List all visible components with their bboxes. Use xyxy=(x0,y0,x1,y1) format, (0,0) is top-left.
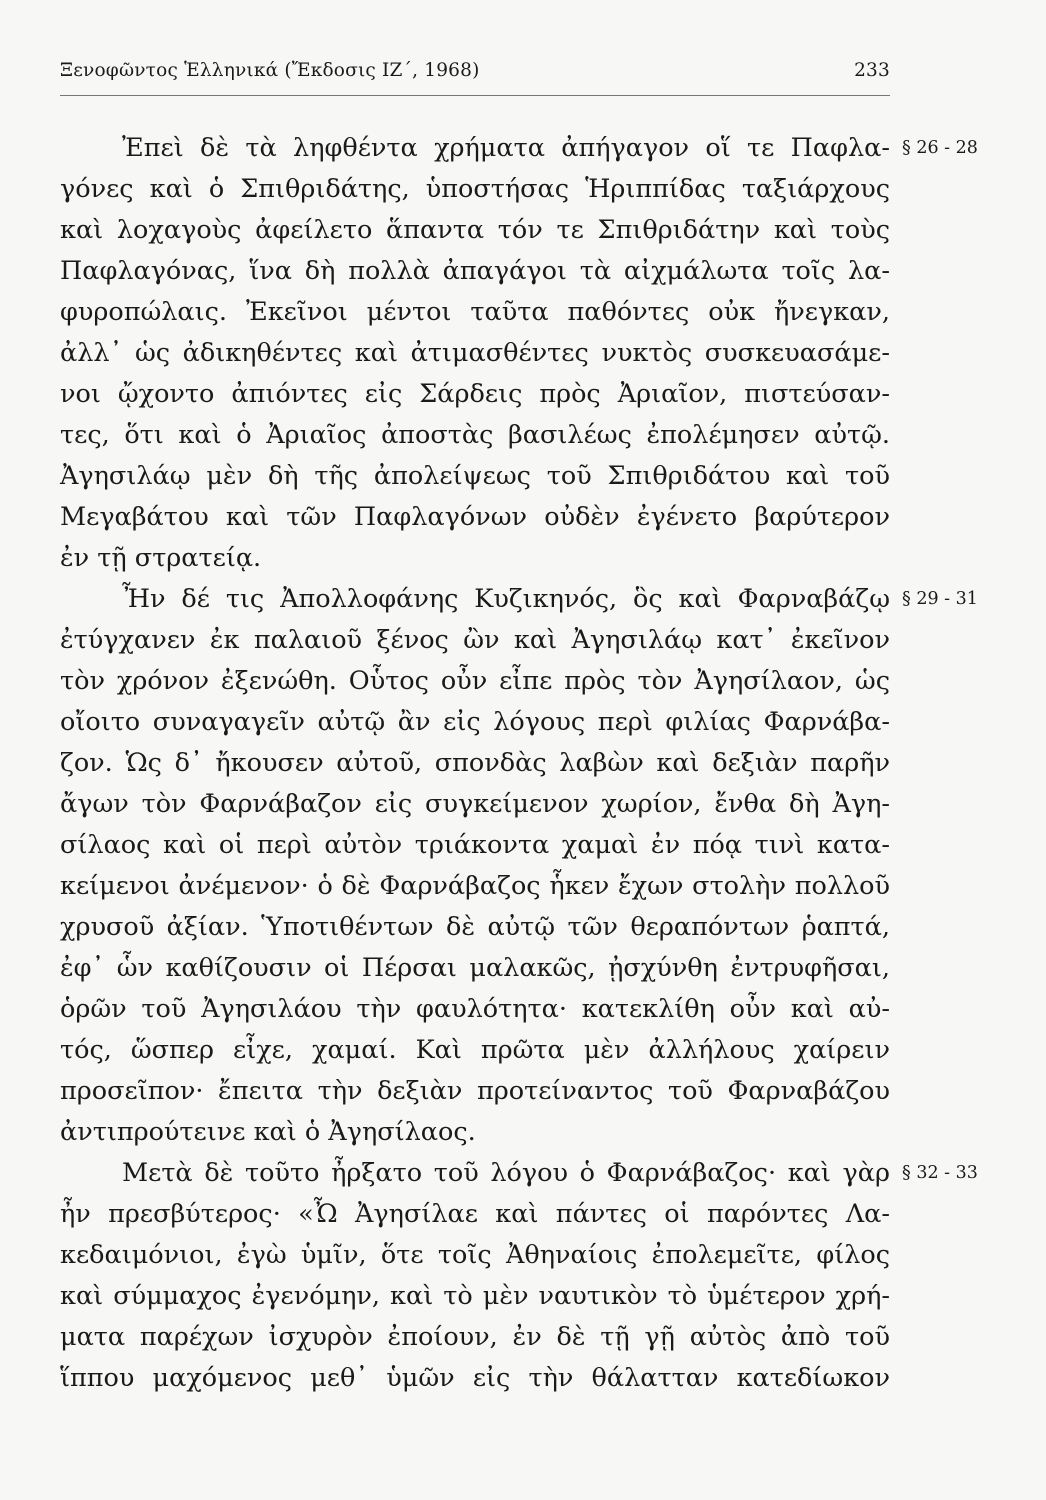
text-line: ὁρῶν τοῦ Ἀγησιλάου τὴν φαυλότητα· κατεκλίθη οὖν καὶ αὐ- xyxy=(60,994,890,1024)
text-line: τὸν χρόνον ἐξενώθη. Οὗτος οὖν εἶπε πρὸς τὸν Ἀγησίλαον, ὡς xyxy=(60,666,890,696)
text-line: καὶ σύμμαχος ἐγενόμην, καὶ τὸ μὲν ναυτικὸν τὸ ὑμέτερον χρή- xyxy=(60,1281,890,1311)
text-line: καὶ λοχαγοὺς ἀφείλετο ἅπαντα τόν τε Σπιθριδάτην καὶ τοὺς xyxy=(60,215,890,245)
running-title: Ξενοφῶντος Ἑλληνικά (Ἔκδοσις ΙΖ΄, 1968) xyxy=(60,60,480,81)
text-line: οἴοιτο συναγαγεῖν αὐτῷ ἂν εἰς λόγους περὶ φιλίας Φαρνάβα- xyxy=(60,707,890,737)
text-line: Ἐπεὶ δὲ τὰ ληφθέντα χρήματα ἀπήγαγον οἵ τε Παφλα- xyxy=(122,133,890,163)
text-line: χρυσοῦ ἀξίαν. Ὑποτιθέντων δὲ αὐτῷ τῶν θεραπόντων ῥαπτά, xyxy=(60,912,890,942)
text-line: κείμενοι ἀνέμενον· ὁ δὲ Φαρνάβαζος ἧκεν ἔχων στολὴν πολλοῦ xyxy=(60,871,890,901)
text-line: σίλαος καὶ οἱ περὶ αὐτὸν τριάκοντα χαμαὶ ἐν πόᾳ τινὶ κατα- xyxy=(60,830,890,860)
text-line: Παφλαγόνας, ἵνα δὴ πολλὰ ἀπαγάγοι τὰ αἰχμάλωτα τοῖς λα- xyxy=(60,256,890,286)
text-line: νοι ᾤχοντο ἀπιόντες εἰς Σάρδεις πρὸς Ἀριαῖον, πιστεύσαν- xyxy=(60,379,890,409)
text-line: κεδαιμόνιοι, ἐγὼ ὑμῖν, ὅτε τοῖς Ἀθηναίοις ἐπολεμεῖτε, φίλος xyxy=(60,1240,890,1270)
text-line: Ἦν δέ τις Ἀπολλοφάνης Κυζικηνός, ὃς καὶ Φαρναβάζῳ xyxy=(122,584,890,614)
section-marker: § 32 - 33 xyxy=(902,1163,978,1183)
text-line: ἀντιπρούτεινε καὶ ὁ Ἀγησίλαος. xyxy=(60,1117,476,1147)
header-rule xyxy=(60,95,890,96)
text-line: ἐτύγχανεν ἐκ παλαιοῦ ξένος ὢν καὶ Ἀγησιλάῳ κατ᾽ ἐκεῖνον xyxy=(60,625,890,655)
text-line: τες, ὅτι καὶ ὁ Ἀριαῖος ἀποστὰς βασιλέως ἐπολέμησεν αὐτῷ. xyxy=(60,420,890,450)
text-line: φυροπώλαις. Ἐκεῖνοι μέντοι ταῦτα παθόντες οὐκ ἤνεγκαν, xyxy=(60,297,890,327)
text-line: Ἀγησιλάῳ μὲν δὴ τῆς ἀπολείψεως τοῦ Σπιθριδάτου καὶ τοῦ xyxy=(60,461,890,491)
text-line: ἐφ᾽ ὧν καθίζουσιν οἱ Πέρσαι μαλακῶς, ᾐσχύνθη ἐντρυφῆσαι, xyxy=(60,953,890,983)
section-marker: § 29 - 31 xyxy=(902,589,978,609)
text-line: Μεγαβάτου καὶ τῶν Παφλαγόνων οὐδὲν ἐγένετο βαρύτερον xyxy=(60,502,890,532)
text-line: ἵππου μαχόμενος μεθ᾽ ὑμῶν εἰς τὴν θάλατταν κατεδίωκον xyxy=(60,1363,890,1393)
section-marker: § 26 - 28 xyxy=(902,138,978,158)
text-line: ἄγων τὸν Φαρνάβαζον εἰς συγκείμενον χωρίον, ἔνθα δὴ Ἀγη- xyxy=(60,789,890,819)
page-number: 233 xyxy=(854,60,890,81)
text-line: ἀλλ᾽ ὡς ἀδικηθέντες καὶ ἀτιμασθέντες νυκτὸς συσκευασάμε- xyxy=(60,338,890,368)
text-line: ζον. Ὡς δ᾽ ἤκουσεν αὐτοῦ, σπονδὰς λαβὼν καὶ δεξιὰν παρῆν xyxy=(60,748,890,778)
text-line: προσεῖπον· ἔπειτα τὴν δεξιὰν προτείναντος τοῦ Φαρναβάζου xyxy=(60,1076,890,1106)
running-header xyxy=(60,60,890,90)
text-line: ματα παρέχων ἰσχυρὸν ἐποίουν, ἐν δὲ τῇ γῇ αὐτὸς ἀπὸ τοῦ xyxy=(60,1322,890,1352)
text-line: Μετὰ δὲ τοῦτο ἦρξατο τοῦ λόγου ὁ Φαρνάβαζος· καὶ γὰρ xyxy=(122,1158,890,1188)
text-line: ἐν τῇ στρατείᾳ. xyxy=(60,543,262,573)
text-line: ἦν πρεσβύτερος· «Ὦ Ἀγησίλαε καὶ πάντες οἱ παρόντες Λα- xyxy=(60,1199,890,1229)
text-line: τός, ὥσπερ εἶχε, χαμαί. Καὶ πρῶτα μὲν ἀλλήλους χαίρειν xyxy=(60,1035,890,1065)
text-line: γόνες καὶ ὁ Σπιθριδάτης, ὑποστήσας Ἡριππίδας ταξιάρχους xyxy=(60,174,890,204)
